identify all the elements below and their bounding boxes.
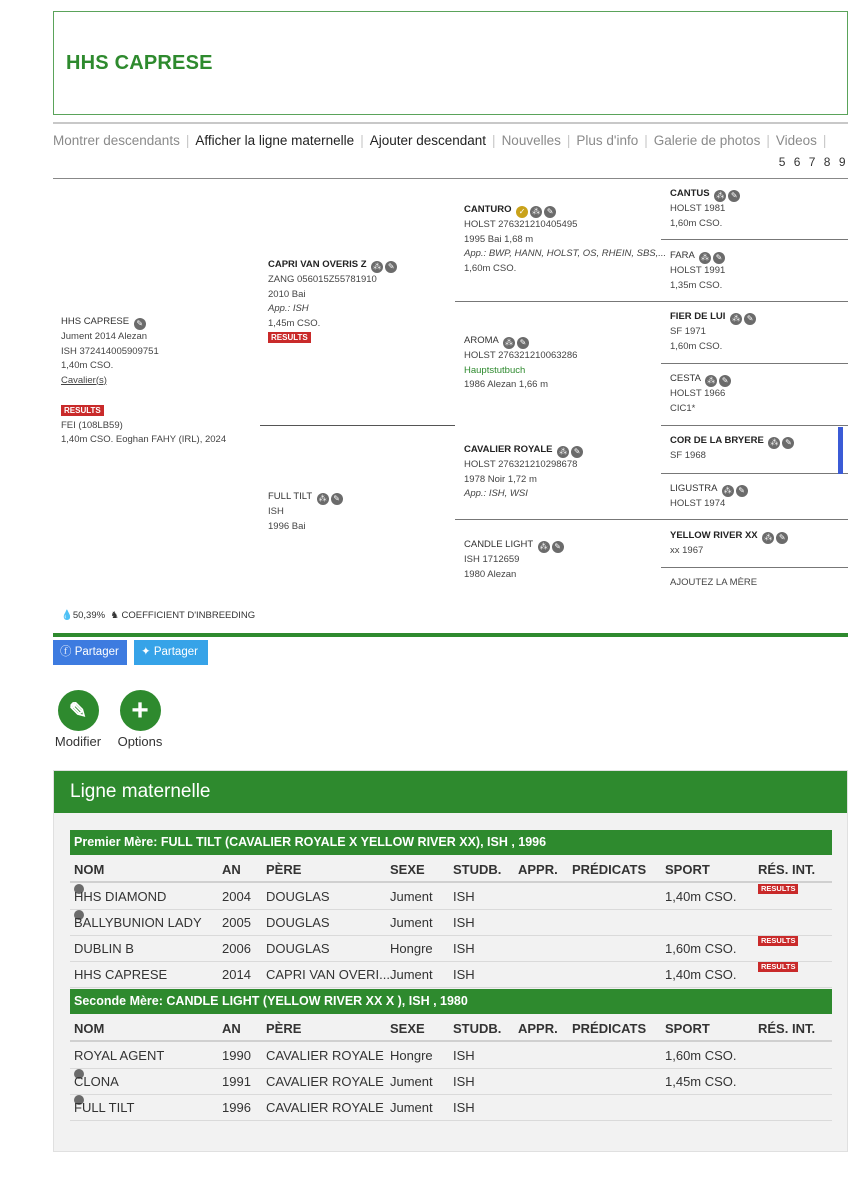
nav-bar bbox=[53, 122, 848, 169]
ds-registration: HOLST 276321210298678 bbox=[464, 459, 578, 470]
row-studbook: ISH bbox=[453, 1074, 475, 1089]
edit-action[interactable] bbox=[53, 690, 103, 749]
nav-separator: | bbox=[360, 133, 364, 148]
results-badge[interactable]: RESULTS bbox=[758, 936, 798, 946]
row-studbook: ISH bbox=[453, 915, 475, 930]
subject-name[interactable]: HHS CAPRESE bbox=[61, 316, 130, 327]
col-pere: PÈRE bbox=[266, 1021, 302, 1036]
edit-icon[interactable]: ✎ bbox=[552, 541, 564, 553]
g3-info: SF 1968 bbox=[670, 450, 706, 461]
sd-studbook: Hauptstutbuch bbox=[464, 364, 526, 376]
pedigree-g3-2 bbox=[670, 249, 725, 293]
row-sire[interactable]: CAVALIER ROYALE bbox=[266, 1100, 384, 1115]
pencil-icon[interactable]: ✎ bbox=[58, 690, 99, 731]
g3-sport: CIC1* bbox=[670, 402, 696, 414]
plus-icon[interactable]: + bbox=[120, 690, 161, 731]
results-badge[interactable]: RESULTS bbox=[61, 405, 104, 416]
ds-approvals: App.: ISH, WSI bbox=[464, 488, 528, 499]
subject-fei-result: 1,40m CSO. Eoghan FAHY (IRL), 2024 bbox=[61, 434, 227, 445]
row-year: 2014 bbox=[222, 967, 251, 982]
offspring-icon[interactable]: ⁂ bbox=[723, 486, 732, 495]
offspring-icon[interactable]: ⁂ bbox=[700, 253, 709, 262]
table-row[interactable] bbox=[70, 1095, 832, 1121]
twitter-share-button[interactable] bbox=[134, 640, 208, 665]
maternal-line-title: Ligne maternelle bbox=[54, 771, 847, 813]
share-label: Partager bbox=[153, 646, 198, 658]
pedigree-divider bbox=[661, 239, 848, 240]
g3-info: HOLST 1991 bbox=[670, 265, 726, 276]
row-sire[interactable]: DOUGLAS bbox=[266, 889, 330, 904]
table-row[interactable] bbox=[70, 936, 832, 962]
dam-info: 1996 Bai bbox=[268, 520, 306, 532]
row-studbook: ISH bbox=[453, 1100, 475, 1115]
col-pere: PÈRE bbox=[266, 862, 302, 877]
subject-sport: 1,40m CSO. bbox=[61, 360, 114, 371]
nav-separator: | bbox=[185, 133, 190, 148]
dam-name[interactable]: FULL TILT bbox=[268, 491, 312, 502]
g3-sport: 1,35m CSO. bbox=[670, 279, 723, 291]
inbreeding-coefficient bbox=[61, 609, 255, 624]
pedigree-divider bbox=[661, 425, 848, 426]
dd-registration: ISH 1712659 bbox=[464, 554, 520, 565]
sd-name[interactable]: AROMA bbox=[464, 335, 499, 346]
dd-name[interactable]: CANDLE LIGHT bbox=[464, 539, 533, 550]
offspring-icon[interactable]: ⁂ bbox=[732, 314, 741, 323]
nav-videos[interactable]: Videos bbox=[775, 133, 817, 148]
g3-info: HOLST 1966 bbox=[670, 388, 726, 399]
subject-fei: FEI (108LB59) bbox=[61, 419, 123, 431]
pedigree-dam-dam bbox=[464, 538, 564, 582]
ss-approvals: App.: BWP, HANN, HOLST, OS, RHEIN, SBS,... bbox=[464, 248, 667, 259]
ss-info: 1995 Bai 1,68 m bbox=[464, 233, 534, 245]
title-box bbox=[53, 11, 848, 115]
results-badge[interactable]: RESULTS bbox=[268, 332, 311, 343]
pedigree-divider bbox=[455, 301, 661, 302]
subject-info: Jument 2014 Alezan bbox=[61, 331, 148, 342]
table-header bbox=[70, 857, 832, 883]
g3-info: HOLST 1981 bbox=[670, 203, 726, 214]
row-name[interactable]: CLONA bbox=[74, 1074, 119, 1089]
nav-separator: | bbox=[644, 133, 648, 148]
edit-icon[interactable]: ✎ bbox=[385, 261, 397, 273]
row-sire[interactable]: CAVALIER ROYALE bbox=[266, 1074, 384, 1089]
pedigree-divider bbox=[260, 425, 455, 426]
offspring-icon[interactable]: ⁂ bbox=[716, 191, 725, 200]
col-results: RÉS. INT. bbox=[758, 862, 816, 877]
g3-info: xx 1967 bbox=[670, 545, 704, 556]
dam-studbook: ISH bbox=[268, 506, 284, 517]
offspring-icon[interactable]: ⁂ bbox=[373, 262, 382, 271]
nav-separator: | bbox=[566, 133, 571, 148]
row-year: 1996 bbox=[222, 1100, 251, 1115]
sd-info: 1986 Alezan 1,66 m bbox=[464, 379, 548, 390]
offspring-icon[interactable]: ⁂ bbox=[707, 376, 716, 385]
table-header bbox=[70, 1016, 832, 1042]
ds-info: 1978 Noir 1,72 m bbox=[464, 473, 537, 485]
nav-separator: | bbox=[822, 133, 827, 148]
col-an: AN bbox=[222, 862, 241, 877]
col-sexe: SEXE bbox=[390, 862, 425, 877]
ds-name[interactable]: CAVALIER ROYALE bbox=[464, 444, 553, 455]
row-sex: Jument bbox=[390, 967, 433, 982]
nav-links bbox=[53, 133, 832, 148]
pedigree-g3-3 bbox=[670, 310, 756, 354]
selected-indicator bbox=[838, 427, 843, 474]
pedigree-divider bbox=[661, 567, 848, 568]
nav-more-info[interactable]: Plus d'info bbox=[576, 133, 639, 148]
table-row[interactable] bbox=[70, 910, 832, 936]
g3-info: HOLST 1974 bbox=[670, 498, 726, 509]
sire-info: 2010 Bai bbox=[268, 288, 306, 300]
row-sire[interactable]: DOUGLAS bbox=[266, 941, 330, 956]
g3-name[interactable]: COR DE LA BRYERE bbox=[670, 435, 764, 446]
options-action[interactable] bbox=[115, 690, 165, 749]
row-year: 2005 bbox=[222, 915, 251, 930]
row-sport: 1,60m CSO. bbox=[665, 1048, 737, 1063]
edit-icon[interactable]: ✎ bbox=[517, 337, 529, 349]
g3-name[interactable]: FARA bbox=[670, 250, 695, 261]
pedigree-divider bbox=[661, 473, 848, 474]
share-label: Partager bbox=[74, 646, 119, 658]
g3-name[interactable]: CESTA bbox=[670, 373, 701, 384]
horse-icon: ♞ bbox=[110, 610, 119, 621]
sire-sport: 1,45m CSO. bbox=[268, 317, 321, 329]
edit-icon[interactable]: ✎ bbox=[776, 532, 788, 544]
drop-icon: 💧 bbox=[61, 610, 73, 621]
col-predicats: PRÉDICATS bbox=[572, 862, 647, 877]
offspring-icon[interactable]: ⁂ bbox=[504, 338, 513, 347]
nav-pagination[interactable]: 5 6 7 8 9 bbox=[778, 155, 848, 169]
sd-registration: HOLST 276321210063286 bbox=[464, 350, 578, 361]
row-studbook: ISH bbox=[453, 941, 475, 956]
col-approbation: APPR. bbox=[518, 1021, 558, 1036]
facebook-icon: ⓕ bbox=[60, 646, 72, 658]
sire-registration: ZANG 056015Z55781910 bbox=[268, 274, 377, 285]
col-approbation: APPR. bbox=[518, 862, 558, 877]
nav-separator: | bbox=[766, 133, 770, 148]
edit-icon[interactable]: ✎ bbox=[744, 313, 756, 325]
pedigree-sire-dam bbox=[464, 334, 577, 393]
add-dam-link[interactable]: AJOUTEZ LA MÈRE bbox=[670, 577, 758, 588]
row-name[interactable]: FULL TILT bbox=[74, 1100, 135, 1115]
offspring-icon[interactable]: ⁂ bbox=[532, 207, 541, 216]
inbreeding-label[interactable]: COEFFICIENT D'INBREEDING bbox=[121, 610, 256, 621]
row-name[interactable]: ROYAL AGENT bbox=[74, 1048, 165, 1063]
subject-riders-link[interactable]: Cavalier(s) bbox=[61, 374, 107, 386]
col-predicats: PRÉDICATS bbox=[572, 1021, 647, 1036]
g3-name[interactable]: FIER DE LUI bbox=[670, 311, 726, 322]
row-studbook: ISH bbox=[453, 889, 475, 904]
edit-icon[interactable]: ✎ bbox=[719, 375, 731, 387]
sire-approvals: App.: ISH bbox=[268, 303, 309, 314]
pedigree-g3-4 bbox=[670, 372, 731, 416]
results-badge[interactable]: RESULTS bbox=[758, 884, 798, 894]
row-sex: Hongre bbox=[390, 1048, 433, 1063]
nav-news[interactable]: Nouvelles bbox=[501, 133, 561, 148]
row-sport: 1,40m CSO. bbox=[665, 889, 737, 904]
col-nom: NOM bbox=[74, 1021, 105, 1036]
pedigree-dam-sire bbox=[464, 443, 583, 502]
edit-label: Modifier bbox=[54, 734, 102, 749]
row-sire[interactable]: DOUGLAS bbox=[266, 915, 330, 930]
g3-sport: 1,60m CSO. bbox=[670, 217, 723, 229]
pedigree-chart bbox=[53, 178, 848, 637]
nav-separator: | bbox=[492, 133, 496, 148]
ss-registration: HOLST 276321210405495 bbox=[464, 219, 578, 230]
row-name[interactable]: DUBLIN B bbox=[74, 941, 134, 956]
row-sport: 1,40m CSO. bbox=[665, 967, 737, 982]
pedigree-divider bbox=[661, 363, 848, 364]
row-name[interactable]: BALLYBUNION LADY bbox=[74, 915, 202, 930]
edit-icon[interactable]: ✎ bbox=[736, 485, 748, 497]
edit-icon[interactable]: ✎ bbox=[782, 437, 794, 449]
edit-icon[interactable]: ✎ bbox=[571, 446, 583, 458]
row-year: 2006 bbox=[222, 941, 251, 956]
row-sex: Jument bbox=[390, 1100, 433, 1115]
generation-heading: Premier Mère: FULL TILT (CAVALIER ROYALE X YELLOW RIVER XX), ISH , 1996 bbox=[70, 830, 832, 855]
pedigree-divider bbox=[661, 301, 848, 302]
sire-name[interactable]: CAPRI VAN OVERIS Z bbox=[268, 259, 367, 270]
row-sport: 1,45m CSO. bbox=[665, 1074, 737, 1089]
col-sport: SPORT bbox=[665, 1021, 710, 1036]
star-icon: ✓ bbox=[516, 206, 528, 218]
ss-sport: 1,60m CSO. bbox=[464, 262, 517, 274]
facebook-share-button[interactable] bbox=[53, 640, 127, 665]
offspring-icon[interactable]: ⁂ bbox=[318, 494, 327, 503]
g3-sport: 1,60m CSO. bbox=[670, 340, 723, 352]
g3-name[interactable]: LIGUSTRA bbox=[670, 483, 717, 494]
row-sex: Jument bbox=[390, 915, 433, 930]
row-name[interactable]: HHS DIAMOND bbox=[74, 889, 167, 904]
offspring-icon[interactable]: ⁂ bbox=[770, 438, 779, 447]
edit-icon[interactable]: ✎ bbox=[713, 252, 725, 264]
nav-maternal-line[interactable]: Afficher la ligne maternelle bbox=[195, 133, 355, 148]
offspring-icon[interactable]: ⁂ bbox=[539, 542, 548, 551]
g3-name[interactable]: YELLOW RIVER XX bbox=[670, 530, 758, 541]
edit-icon[interactable]: ✎ bbox=[544, 206, 556, 218]
offspring-icon[interactable]: ⁂ bbox=[559, 447, 568, 456]
row-year: 1991 bbox=[222, 1074, 251, 1089]
pedigree-g3-1 bbox=[670, 187, 740, 231]
pedigree-dam bbox=[268, 490, 343, 534]
row-name[interactable]: HHS CAPRESE bbox=[74, 967, 168, 982]
maternal-line-panel bbox=[53, 770, 848, 1152]
pedigree-g3-5 bbox=[670, 434, 794, 464]
twitter-icon: ✦ bbox=[141, 646, 151, 658]
table-row[interactable] bbox=[70, 884, 832, 910]
inbreeding-value: 50,39% bbox=[72, 610, 106, 621]
edit-icon[interactable]: ✎ bbox=[331, 493, 343, 505]
offspring-icon[interactable]: ⁂ bbox=[764, 533, 773, 542]
pedigree-sire-sire bbox=[464, 203, 666, 276]
results-badge[interactable]: RESULTS bbox=[758, 962, 798, 972]
col-an: AN bbox=[222, 1021, 241, 1036]
g3-info: SF 1971 bbox=[670, 326, 706, 337]
row-sport: 1,60m CSO. bbox=[665, 941, 737, 956]
options-label: Options bbox=[117, 734, 163, 749]
table-row[interactable] bbox=[70, 962, 832, 988]
g3-name[interactable]: CANTUS bbox=[670, 188, 710, 199]
dd-info: 1980 Alezan bbox=[464, 568, 517, 580]
edit-icon[interactable]: ✎ bbox=[728, 190, 740, 202]
edit-icon[interactable]: ✎ bbox=[134, 318, 146, 330]
col-results: RÉS. INT. bbox=[758, 1021, 816, 1036]
pedigree-g3-8 bbox=[670, 576, 757, 591]
row-year: 2004 bbox=[222, 889, 251, 904]
col-nom: NOM bbox=[74, 862, 105, 877]
row-sex: Jument bbox=[390, 1074, 433, 1089]
pedigree-g3-7 bbox=[670, 529, 788, 559]
col-studbook: STUDB. bbox=[453, 862, 502, 877]
col-studbook: STUDB. bbox=[453, 1021, 502, 1036]
pedigree-divider bbox=[661, 519, 848, 520]
row-sex: Jument bbox=[390, 889, 433, 904]
row-sire[interactable]: CAPRI VAN OVERI... bbox=[266, 967, 391, 982]
page-title: HHS CAPRESE bbox=[66, 52, 213, 74]
nav-photo-gallery[interactable]: Galerie de photos bbox=[653, 133, 761, 148]
pedigree-g3-6 bbox=[670, 482, 748, 512]
row-sex: Hongre bbox=[390, 941, 433, 956]
subject-registration: ISH 372414005909751 bbox=[61, 345, 159, 357]
row-sire[interactable]: CAVALIER ROYALE bbox=[266, 1048, 384, 1063]
ss-name[interactable]: CANTURO bbox=[464, 204, 512, 215]
table-row[interactable] bbox=[70, 1043, 832, 1069]
nav-add-descendant[interactable]: Ajouter descendant bbox=[369, 133, 487, 148]
row-studbook: ISH bbox=[453, 1048, 475, 1063]
pedigree-subject bbox=[61, 315, 226, 448]
nav-show-descendants[interactable]: Montrer descendants bbox=[53, 133, 180, 148]
generation-heading: Seconde Mère: CANDLE LIGHT (YELLOW RIVER XX X ), ISH , 1980 bbox=[70, 989, 832, 1014]
row-studbook: ISH bbox=[453, 967, 475, 982]
col-sport: SPORT bbox=[665, 862, 710, 877]
pedigree-sire bbox=[268, 258, 397, 346]
row-year: 1990 bbox=[222, 1048, 251, 1063]
col-sexe: SEXE bbox=[390, 1021, 425, 1036]
table-row[interactable] bbox=[70, 1069, 832, 1095]
pedigree-divider bbox=[455, 519, 661, 520]
